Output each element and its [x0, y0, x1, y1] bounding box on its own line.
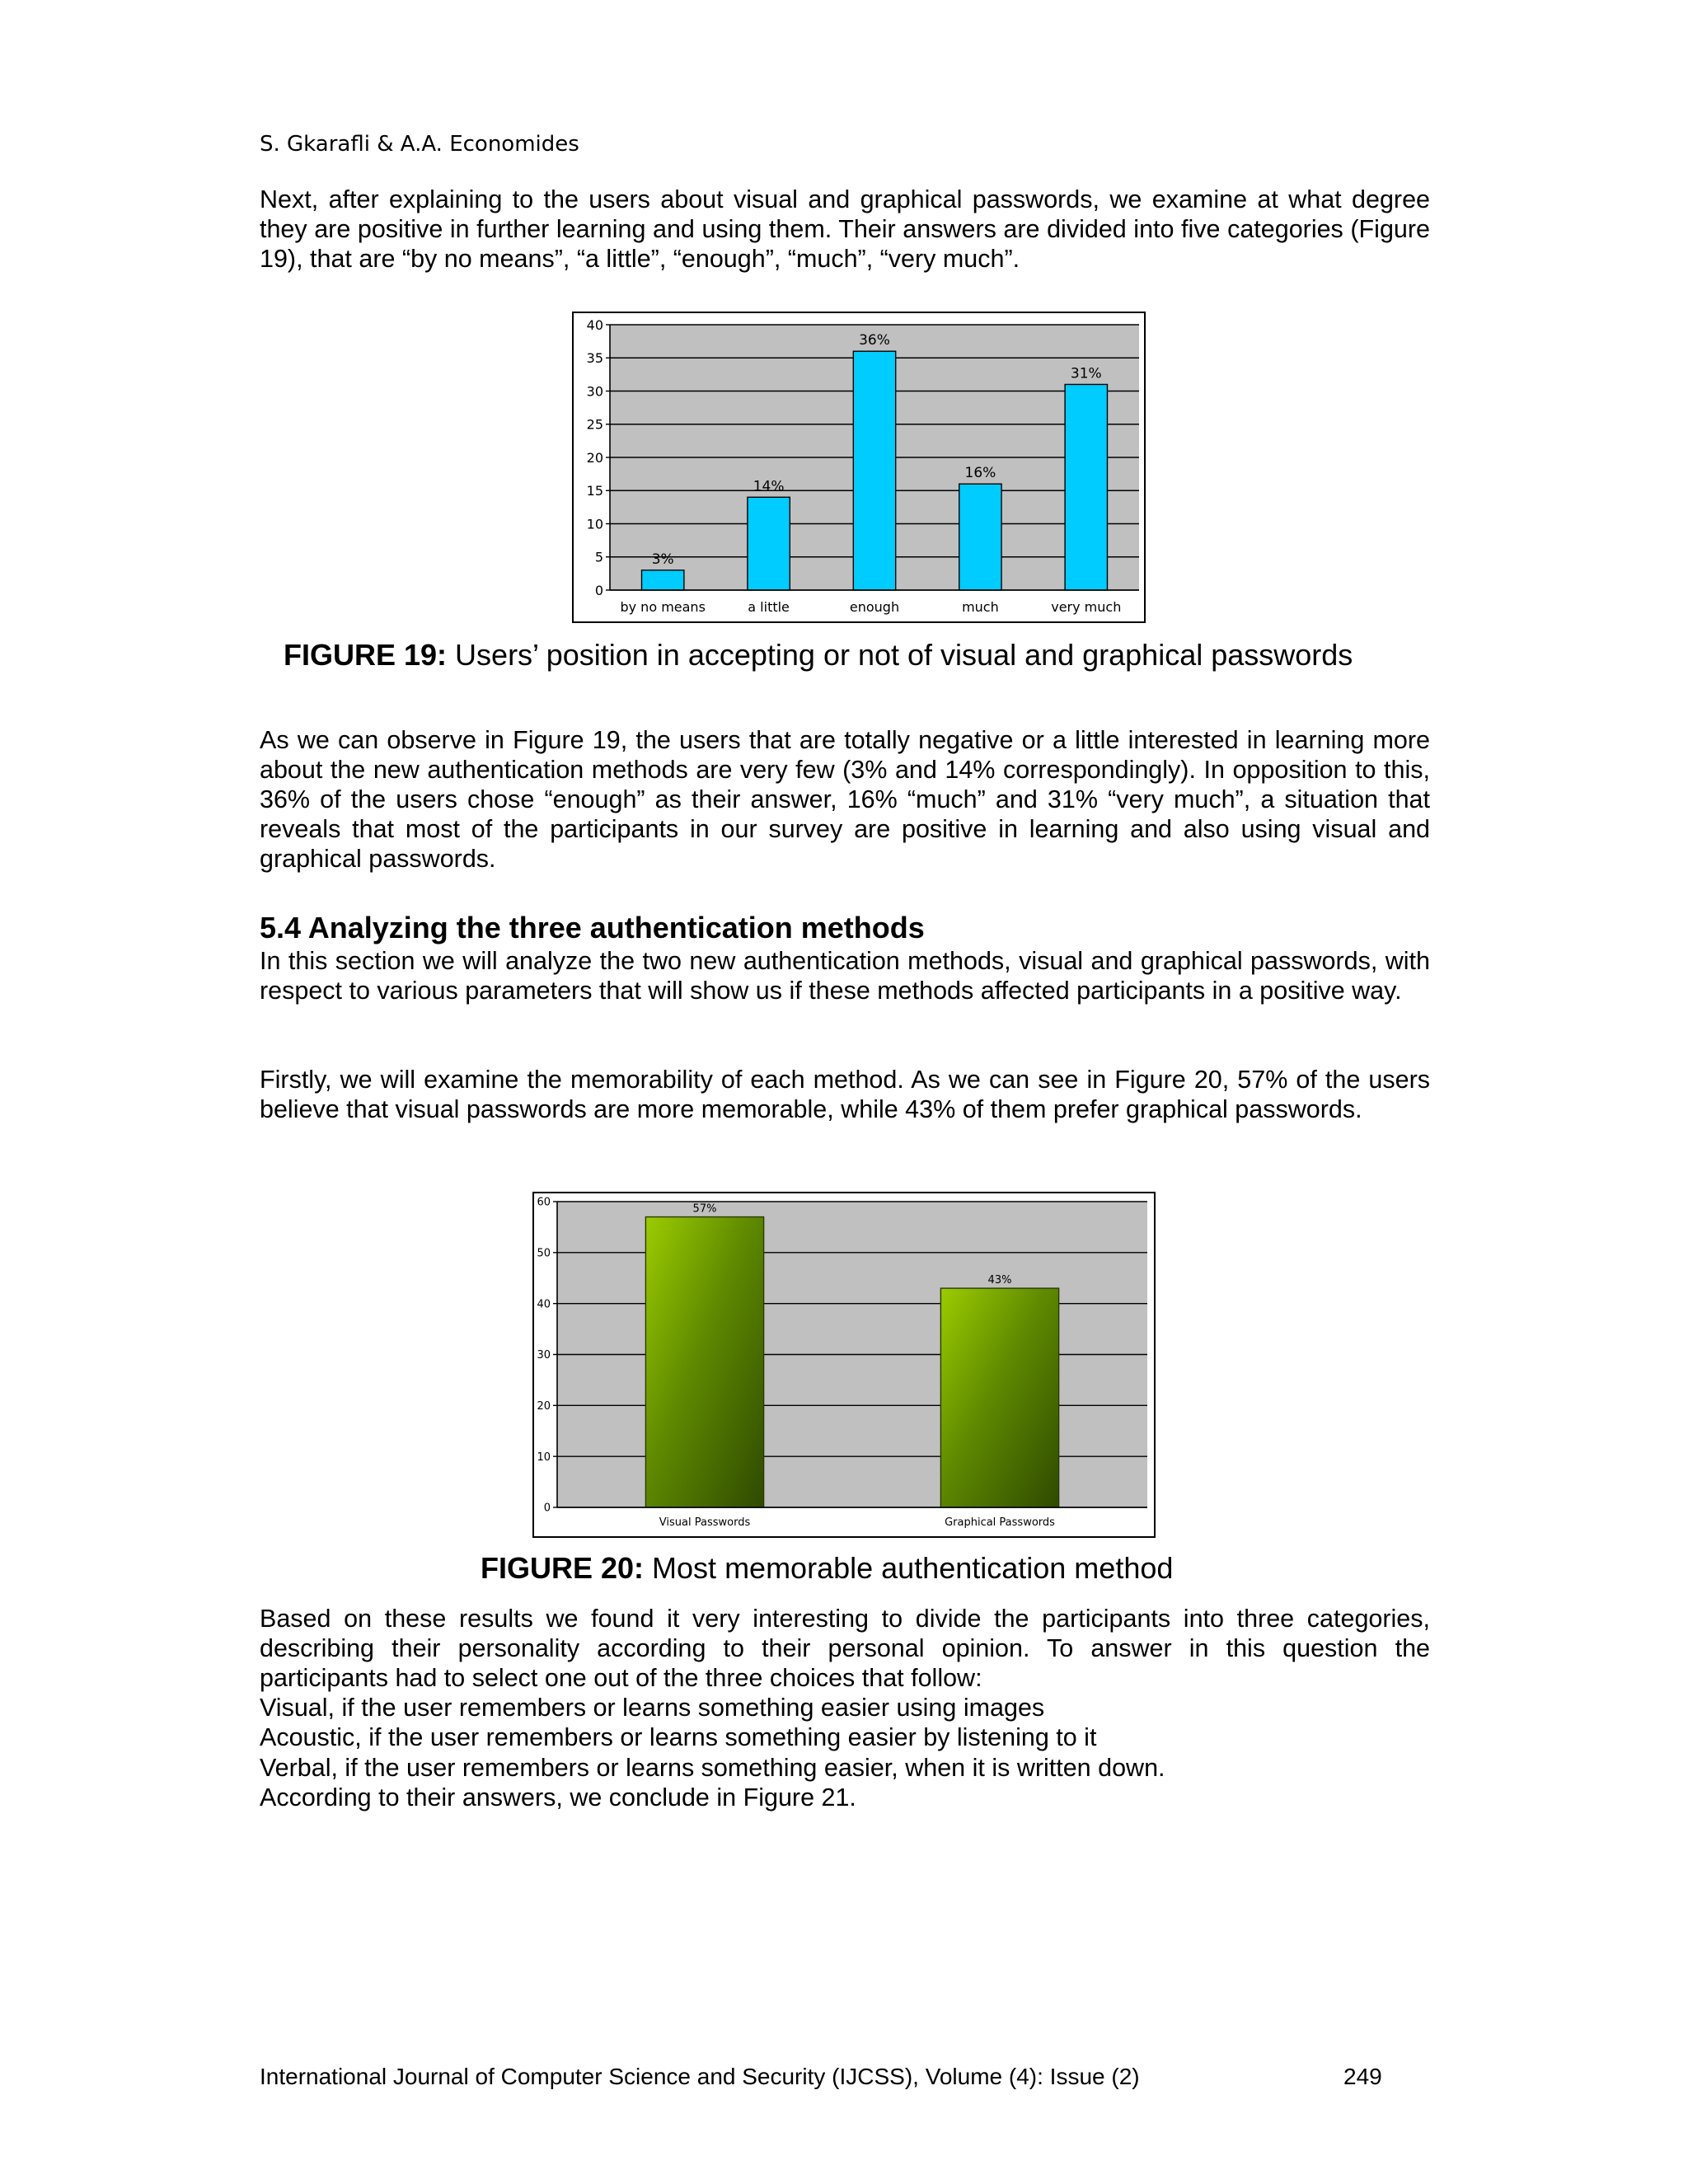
fig19-y-tick-label: 25	[586, 416, 603, 433]
fig20-y-tick-label: 0	[543, 1502, 551, 1515]
footer-page-number: 249	[1343, 2064, 1382, 2089]
fig19-x-tick-label: by no means	[620, 599, 706, 615]
fig19-data-label: 14%	[753, 478, 785, 495]
fig20-y-tick-label: 10	[537, 1451, 551, 1464]
paragraph-figure19-discussion: As we can observe in Figure 19, the users that are totally negative or a little interested in learning more about the new authentication methods are very few (3% and 14% correspondingly). In opposition to this, 36% of the users chose “enough” as their answer, 16% “much” and 31% “very much”, a situation that reveals that most of the participants in our survey are positive in learning and also using visual and graphical passwords.	[260, 726, 1430, 873]
paragraph-memorability: Firstly, we will examine the memorability of each method. As we can see in Figure 20, 57% of the users believe that visual passwords are more memorable, while 43% of them prefer graphical passwords.	[260, 1066, 1430, 1123]
figure-19-chart	[572, 312, 1146, 623]
fig20-bar	[940, 1288, 1058, 1507]
fig19-data-label: 3%	[651, 551, 674, 568]
fig20-y-tick-label: 50	[537, 1247, 551, 1260]
fig19-y-tick-label: 40	[586, 316, 603, 333]
fig19-data-label: 31%	[1070, 365, 1102, 382]
figure-20-caption	[481, 1551, 1173, 1586]
fig20-bar	[645, 1217, 763, 1507]
paragraph-section-intro: In this section we will analyze the two new authentication methods, visual and graphical passwords, with respect to various parameters that will show us if these methods affected participants in a positive way.	[260, 947, 1430, 1005]
fig19-x-tick-label: a little	[748, 599, 790, 615]
fig19-x-tick-label: enough	[849, 599, 900, 615]
fig20-x-tick-label: Graphical Passwords	[945, 1516, 1055, 1529]
fig19-x-tick-label: much	[962, 599, 999, 615]
section-heading: 5.4 Analyzing the three authentication methods	[260, 911, 925, 944]
figure-20-svg	[534, 1193, 1154, 1536]
fig19-bar	[642, 570, 684, 590]
running-header: S. Gkarafli & A.A. Economides	[260, 132, 579, 157]
fig20-data-label: 43%	[987, 1274, 1012, 1287]
fig19-data-label: 36%	[859, 332, 890, 349]
fig19-bar	[853, 351, 895, 590]
fig19-bar	[959, 484, 1001, 590]
choice-visual: Visual, if the user remembers or learns something easier using images	[260, 1694, 1045, 1722]
fig20-y-tick-label: 40	[537, 1298, 551, 1311]
figure-19-label: FIGURE 19:	[284, 638, 448, 672]
fig19-y-tick-label: 20	[586, 449, 603, 466]
fig19-data-label: 16%	[964, 465, 996, 482]
fig19-bar	[748, 497, 790, 590]
fig19-bar	[1065, 384, 1107, 590]
fig19-x-tick-label: very much	[1051, 599, 1122, 615]
figure-20-label: FIGURE 20:	[481, 1551, 645, 1585]
conclusion-line: According to their answers, we conclude in Figure 21.	[260, 1783, 856, 1811]
fig20-x-tick-label: Visual Passwords	[659, 1516, 751, 1529]
fig20-data-label: 57%	[692, 1202, 717, 1216]
figure-19-text: Users’ position in accepting or not of visual and graphical passwords	[447, 638, 1353, 672]
fig19-y-tick-label: 0	[594, 582, 603, 598]
fig19-y-tick-label: 10	[586, 516, 603, 532]
fig19-y-tick-label: 15	[586, 483, 603, 499]
fig20-y-tick-label: 30	[537, 1349, 551, 1362]
fig19-y-tick-label: 5	[594, 549, 603, 565]
footer-journal: International Journal of Computer Science and Security (IJCSS), Volume (4): Issue (2)	[260, 2064, 1140, 2089]
figure-20-text: Most memorable authentication method	[644, 1551, 1174, 1585]
choice-acoustic: Acoustic, if the user remembers or learns something easier by listening to it	[260, 1723, 1097, 1752]
choice-verbal: Verbal, if the user remembers or learns something easier, when it is written down.	[260, 1753, 1165, 1782]
figure-19-caption	[284, 638, 1353, 673]
paragraph-intro: Next, after explaining to the users about visual and graphical passwords, we examine at what degree they are positive in further learning and using them. Their answers are divided into five categories (Figure 19), that are “by no means”, “a little”, “enough”, “much”, “very much”.	[260, 185, 1430, 273]
fig19-y-tick-label: 35	[586, 350, 603, 367]
figure-20-chart	[532, 1192, 1156, 1538]
fig20-y-tick-label: 20	[537, 1400, 551, 1413]
fig20-y-tick-label: 60	[537, 1196, 551, 1209]
choices-list	[260, 1693, 1430, 1812]
figure-19-svg	[574, 313, 1144, 621]
fig19-y-tick-label: 30	[586, 383, 603, 400]
paragraph-categories: Based on these results we found it very interesting to divide the participants into three categories, describing their personality according to their personal opinion. To answer in this question the participants had to select one out of the three choices that follow:	[260, 1605, 1430, 1692]
